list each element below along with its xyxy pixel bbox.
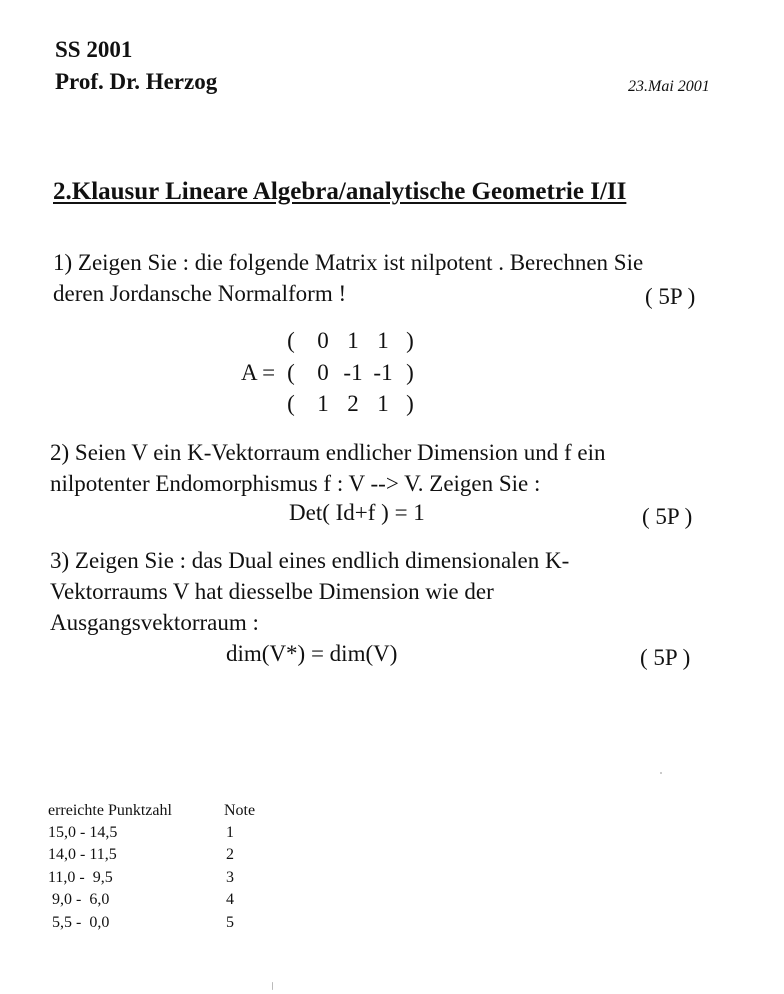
task2-points: ( 5P ) xyxy=(642,504,693,529)
matrix-cell: 1 xyxy=(317,391,329,416)
matrix-bracket-left: ( xyxy=(287,391,295,416)
task2-line1: 2) Seien V ein K-Vektorraum endlicher Dimension und f ein xyxy=(50,440,606,465)
matrix-bracket-right: ) xyxy=(406,391,414,416)
matrix-cell: 0 xyxy=(317,328,329,353)
grading-grade: 3 xyxy=(226,869,234,886)
matrix-cell: 1 xyxy=(377,328,389,353)
task3-line1: 3) Zeigen Sie : das Dual eines endlich dimensionalen K- xyxy=(50,548,570,573)
matrix-bracket-right: ) xyxy=(406,328,414,353)
task3-line3: Ausgangsvektorraum : xyxy=(50,610,259,635)
grading-header-points: erreichte Punktzahl xyxy=(48,802,172,819)
matrix-cell: 0 xyxy=(317,360,329,385)
matrix-cell: 1 xyxy=(347,328,359,353)
task2-formula: Det( Id+f ) = 1 xyxy=(289,500,425,525)
task3-formula: dim(V*) = dim(V) xyxy=(226,641,398,666)
task3-line2: Vektorraums V hat diesselbe Dimension wie der xyxy=(50,579,494,604)
matrix-cell: -1 xyxy=(373,360,393,385)
semester: SS 2001 xyxy=(55,37,133,62)
exam-title: 2.Klausur Lineare Algebra/analytische Geometrie I/II xyxy=(53,178,627,205)
task3-points: ( 5P ) xyxy=(640,645,691,670)
grading-range: 15,0 - 14,5 xyxy=(48,824,118,841)
matrix-label: A = xyxy=(241,360,276,385)
grading-header-grade: Note xyxy=(224,802,256,819)
task1-points: ( 5P ) xyxy=(645,284,696,309)
professor: Prof. Dr. Herzog xyxy=(55,69,218,94)
grading-grade: 4 xyxy=(226,891,234,908)
matrix-cell: 1 xyxy=(377,391,389,416)
grading-grade: 1 xyxy=(226,824,234,841)
grading-range: 14,0 - 11,5 xyxy=(48,846,117,863)
task2-line2: nilpotenter Endomorphismus f : V --> V. Zeigen Sie : xyxy=(50,471,541,496)
grading-grade: 2 xyxy=(226,846,234,863)
exam-date: 23.Mai 2001 xyxy=(628,78,710,95)
grading-range: 11,0 - 9,5 xyxy=(48,869,113,886)
matrix-bracket-left: ( xyxy=(287,360,295,385)
scan-speck xyxy=(272,982,273,990)
task1-line1: 1) Zeigen Sie : die folgende Matrix ist nilpotent . Berechnen Sie xyxy=(53,250,644,275)
matrix-cell: 2 xyxy=(347,391,359,416)
matrix-bracket-right: ) xyxy=(406,360,414,385)
scan-speck xyxy=(660,772,662,774)
grading-grade: 5 xyxy=(226,914,234,931)
task1-line2: deren Jordansche Normalform ! xyxy=(53,281,347,306)
matrix-cell: -1 xyxy=(343,360,363,385)
grading-range: 5,5 - 0,0 xyxy=(48,914,110,931)
grading-range: 9,0 - 6,0 xyxy=(48,891,110,908)
matrix-bracket-left: ( xyxy=(287,328,295,353)
